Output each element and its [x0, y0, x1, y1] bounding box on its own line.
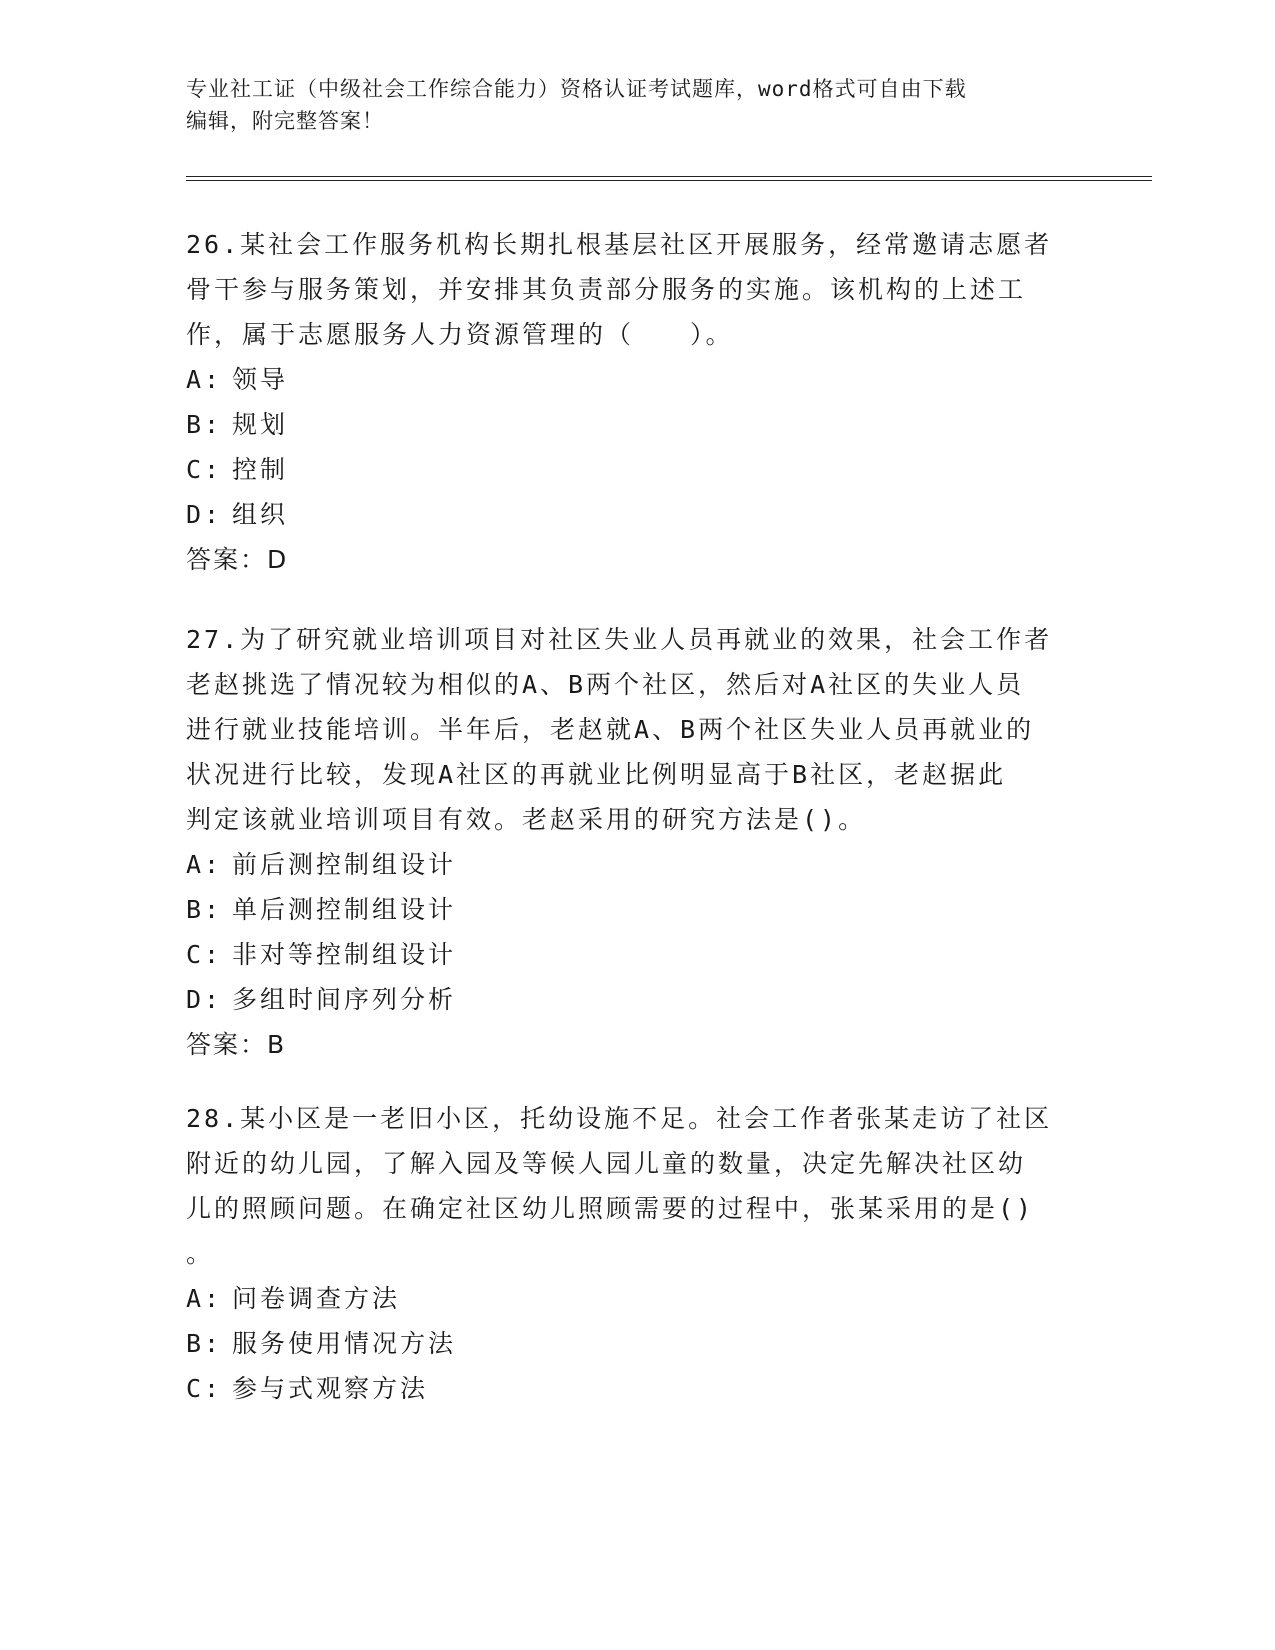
question-stem-line: 26.某社会工作服务机构长期扎根基层社区开展服务，经常邀请志愿者 [186, 230, 1053, 259]
option-b [186, 1321, 1086, 1366]
option-key: A: [186, 850, 223, 879]
header-line-2: 编辑，附完整答案！ [186, 109, 384, 133]
question-stem-line: 28.某小区是一老旧小区，托幼设施不足。社会工作者张某走访了社区 [186, 1104, 1053, 1133]
question-stem-line: 进行就业技能培训。半年后，老赵就A、B两个社区失业人员再就业的 [186, 715, 1035, 744]
option-d [186, 492, 1086, 537]
option-text: 多组时间序列分析 [232, 985, 457, 1014]
option-key: D: [186, 985, 223, 1014]
option-key: A: [186, 1284, 223, 1313]
option-text: 非对等控制组设计 [232, 940, 457, 969]
option-key: A: [186, 365, 223, 394]
option-text: 领导 [232, 365, 289, 394]
option-text: 问卷调查方法 [232, 1284, 401, 1313]
option-b [186, 402, 1086, 447]
option-text: 参与式观察方法 [232, 1374, 429, 1403]
question-26 [186, 222, 1086, 582]
option-a [186, 357, 1086, 402]
question-stem-line: 。 [186, 1239, 215, 1268]
option-b [186, 887, 1086, 932]
option-c [186, 932, 1086, 977]
answer-line: 答案：D [186, 545, 289, 574]
option-a [186, 1276, 1086, 1321]
option-text: 前后测控制组设计 [232, 850, 457, 879]
option-key: B: [186, 410, 223, 439]
option-text: 控制 [232, 455, 289, 484]
question-27 [186, 617, 1086, 1067]
option-d [186, 977, 1086, 1022]
option-text: 服务使用情况方法 [232, 1329, 457, 1358]
question-stem-line: 骨干参与服务策划，并安排其负责部分服务的实施。该机构的上述工 [186, 275, 1027, 304]
option-text: 规划 [232, 410, 289, 439]
document-header [186, 73, 1086, 137]
option-key: C: [186, 940, 223, 969]
question-stem-line: 老赵挑选了情况较为相似的A、B两个社区，然后对A社区的失业人员 [186, 670, 1025, 699]
question-stem-line: 作，属于志愿服务人力资源管理的（ ）。 [186, 320, 734, 349]
option-text: 单后测控制组设计 [232, 895, 457, 924]
question-28 [186, 1096, 1086, 1411]
question-stem-line: 附近的幼儿园，了解入园及等候人园儿童的数量，决定先解决社区幼 [186, 1149, 1027, 1178]
option-key: C: [186, 1374, 223, 1403]
option-key: B: [186, 895, 223, 924]
option-text: 组织 [232, 500, 289, 529]
option-key: C: [186, 455, 223, 484]
option-a [186, 842, 1086, 887]
question-stem-line: 状况进行比较，发现A社区的再就业比例明显高于B社区，老赵据此 [186, 760, 1007, 789]
answer-line: 答案：B [186, 1030, 287, 1059]
header-divider-bottom [186, 180, 1152, 181]
question-stem-line: 判定该就业培训项目有效。老赵采用的研究方法是()。 [186, 805, 867, 834]
option-key: B: [186, 1329, 223, 1358]
header-line-1: 专业社工证（中级社会工作综合能力）资格认证考试题库，word格式可自由下载 [186, 77, 967, 101]
option-key: D: [186, 500, 223, 529]
question-stem-line: 儿的照顾问题。在确定社区幼儿照顾需要的过程中，张某采用的是() [186, 1194, 1035, 1223]
header-divider-top [186, 176, 1152, 177]
question-stem-line: 27.为了研究就业培训项目对社区失业人员再就业的效果，社会工作者 [186, 625, 1053, 654]
option-c [186, 447, 1086, 492]
option-c [186, 1366, 1086, 1411]
